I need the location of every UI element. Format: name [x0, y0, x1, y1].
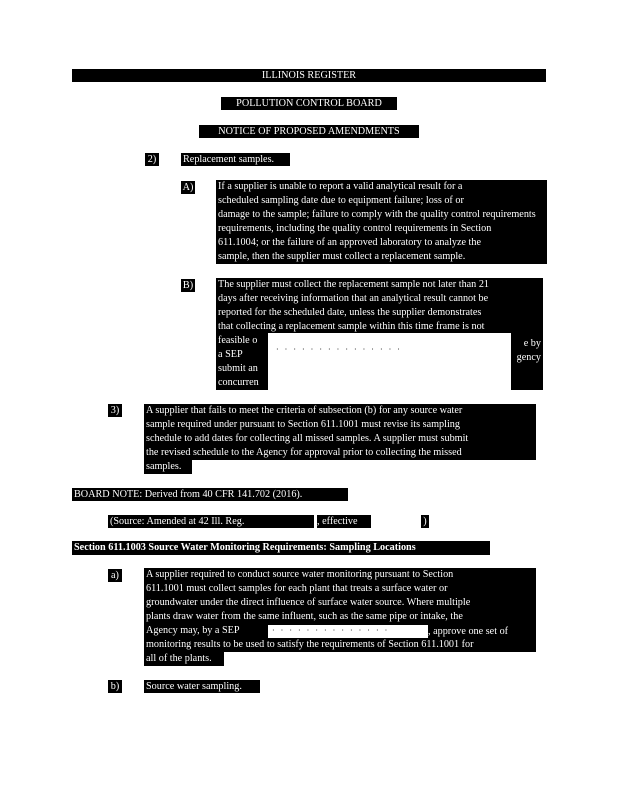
paragraph-line: that collecting a replacement sample within this time frame is not: [218, 321, 485, 332]
paragraph-line: requirements, including the quality control requirements in Section: [218, 223, 492, 234]
paragraph-line: reported for the scheduled date, unless the supplier demonstrates: [218, 307, 482, 318]
redaction-dots: · · · · · · · · · · · · · ·: [272, 626, 390, 635]
paragraph-line: 611.1001 must collect samples for each plant that treats a surface water or: [146, 583, 448, 594]
line-gap: [192, 460, 536, 474]
source-suffix: ): [421, 515, 429, 528]
paragraph-line: the revised schedule to the Agency for approval prior to collecting the missed: [146, 447, 462, 458]
paragraph-line: feasible o: [218, 335, 258, 346]
item-b-title: Source water sampling.: [144, 680, 260, 693]
paragraph-line: scheduled sampling date due to equipment failure; loss of or: [218, 195, 464, 206]
paragraph-line: concurren: [218, 377, 259, 388]
item-A-label: A): [182, 182, 194, 193]
redaction-box: [268, 333, 511, 391]
paragraph-line: A supplier that fails to meet the criteria of subsection (b) for any source water: [146, 405, 463, 416]
paragraph-line: groundwater under the direct influence of surface water source. Where multiple: [146, 597, 471, 608]
notice-header: [199, 125, 419, 138]
paragraph-line: days after receiving information that an analytical result cannot be: [218, 293, 489, 304]
board-note: BOARD NOTE: Derived from 40 CFR 141.702 (2016).: [72, 488, 348, 501]
paragraph-line: damage to the sample; failure to comply with the quality control requirements: [218, 209, 536, 220]
item-2-title: Replacement samples.: [181, 153, 290, 166]
item-2-label: 2): [145, 153, 159, 166]
paragraph-line: a SEP: [218, 349, 243, 360]
paragraph-line: all of the plants.: [146, 653, 212, 664]
paragraph-line: 611.1004; or the failure of an approved laboratory to analyze the: [218, 237, 481, 248]
paragraph-line: Agency may, by a SEP: [146, 625, 240, 636]
paragraph-line: monitoring results to be used to satisfy the requirements of Section 611.1001 for: [146, 639, 474, 650]
item-a-label: a): [108, 569, 122, 582]
paragraph-line: A supplier required to conduct source water monitoring pursuant to Section: [146, 569, 454, 580]
item-B-right-fragment: e by gency: [511, 333, 543, 375]
board-title: POLLUTION CONTROL BOARD: [236, 98, 382, 109]
paragraph-line: submit an: [218, 363, 258, 374]
section-heading: Section 611.1003 Source Water Monitoring Requirements: Sampling Locations: [72, 541, 490, 555]
redaction-dots: · · · · · · · · · · · · · · ·: [276, 345, 402, 354]
paragraph-line: sample, then the supplier must collect a replacement sample.: [218, 251, 466, 262]
item-b-label: b): [108, 680, 122, 693]
paragraph-line: samples.: [146, 461, 182, 472]
notice-title: NOTICE OF PROPOSED AMENDMENTS: [218, 126, 400, 137]
item-B-label: B): [182, 280, 194, 291]
item-a-line5-tail: , approve one set of: [428, 625, 536, 638]
board-header: [221, 97, 397, 110]
paragraph-line: If a supplier is unable to report a valid analytical result for a: [218, 181, 463, 192]
paragraph-line: schedule to add dates for collecting all missed samples. A supplier must submit: [146, 433, 469, 444]
source-middle: , effective: [317, 515, 371, 528]
line-gap: [224, 652, 536, 666]
source-prefix: (Source: Amended at 42 Ill. Reg.: [108, 515, 314, 528]
paragraph-line: sample required under pursuant to Section 611.1001 must revise its sampling: [146, 419, 460, 430]
item-3-label: 3): [108, 404, 122, 417]
paragraph-line: plants draw water from the same influent, such as the same pipe or intake, the: [146, 611, 463, 622]
paragraph-line: The supplier must collect the replacement sample not later than 21: [218, 279, 490, 290]
register-header: [72, 69, 546, 82]
register-title: ILLINOIS REGISTER: [261, 70, 357, 81]
item-A-paragraph: [216, 180, 547, 264]
